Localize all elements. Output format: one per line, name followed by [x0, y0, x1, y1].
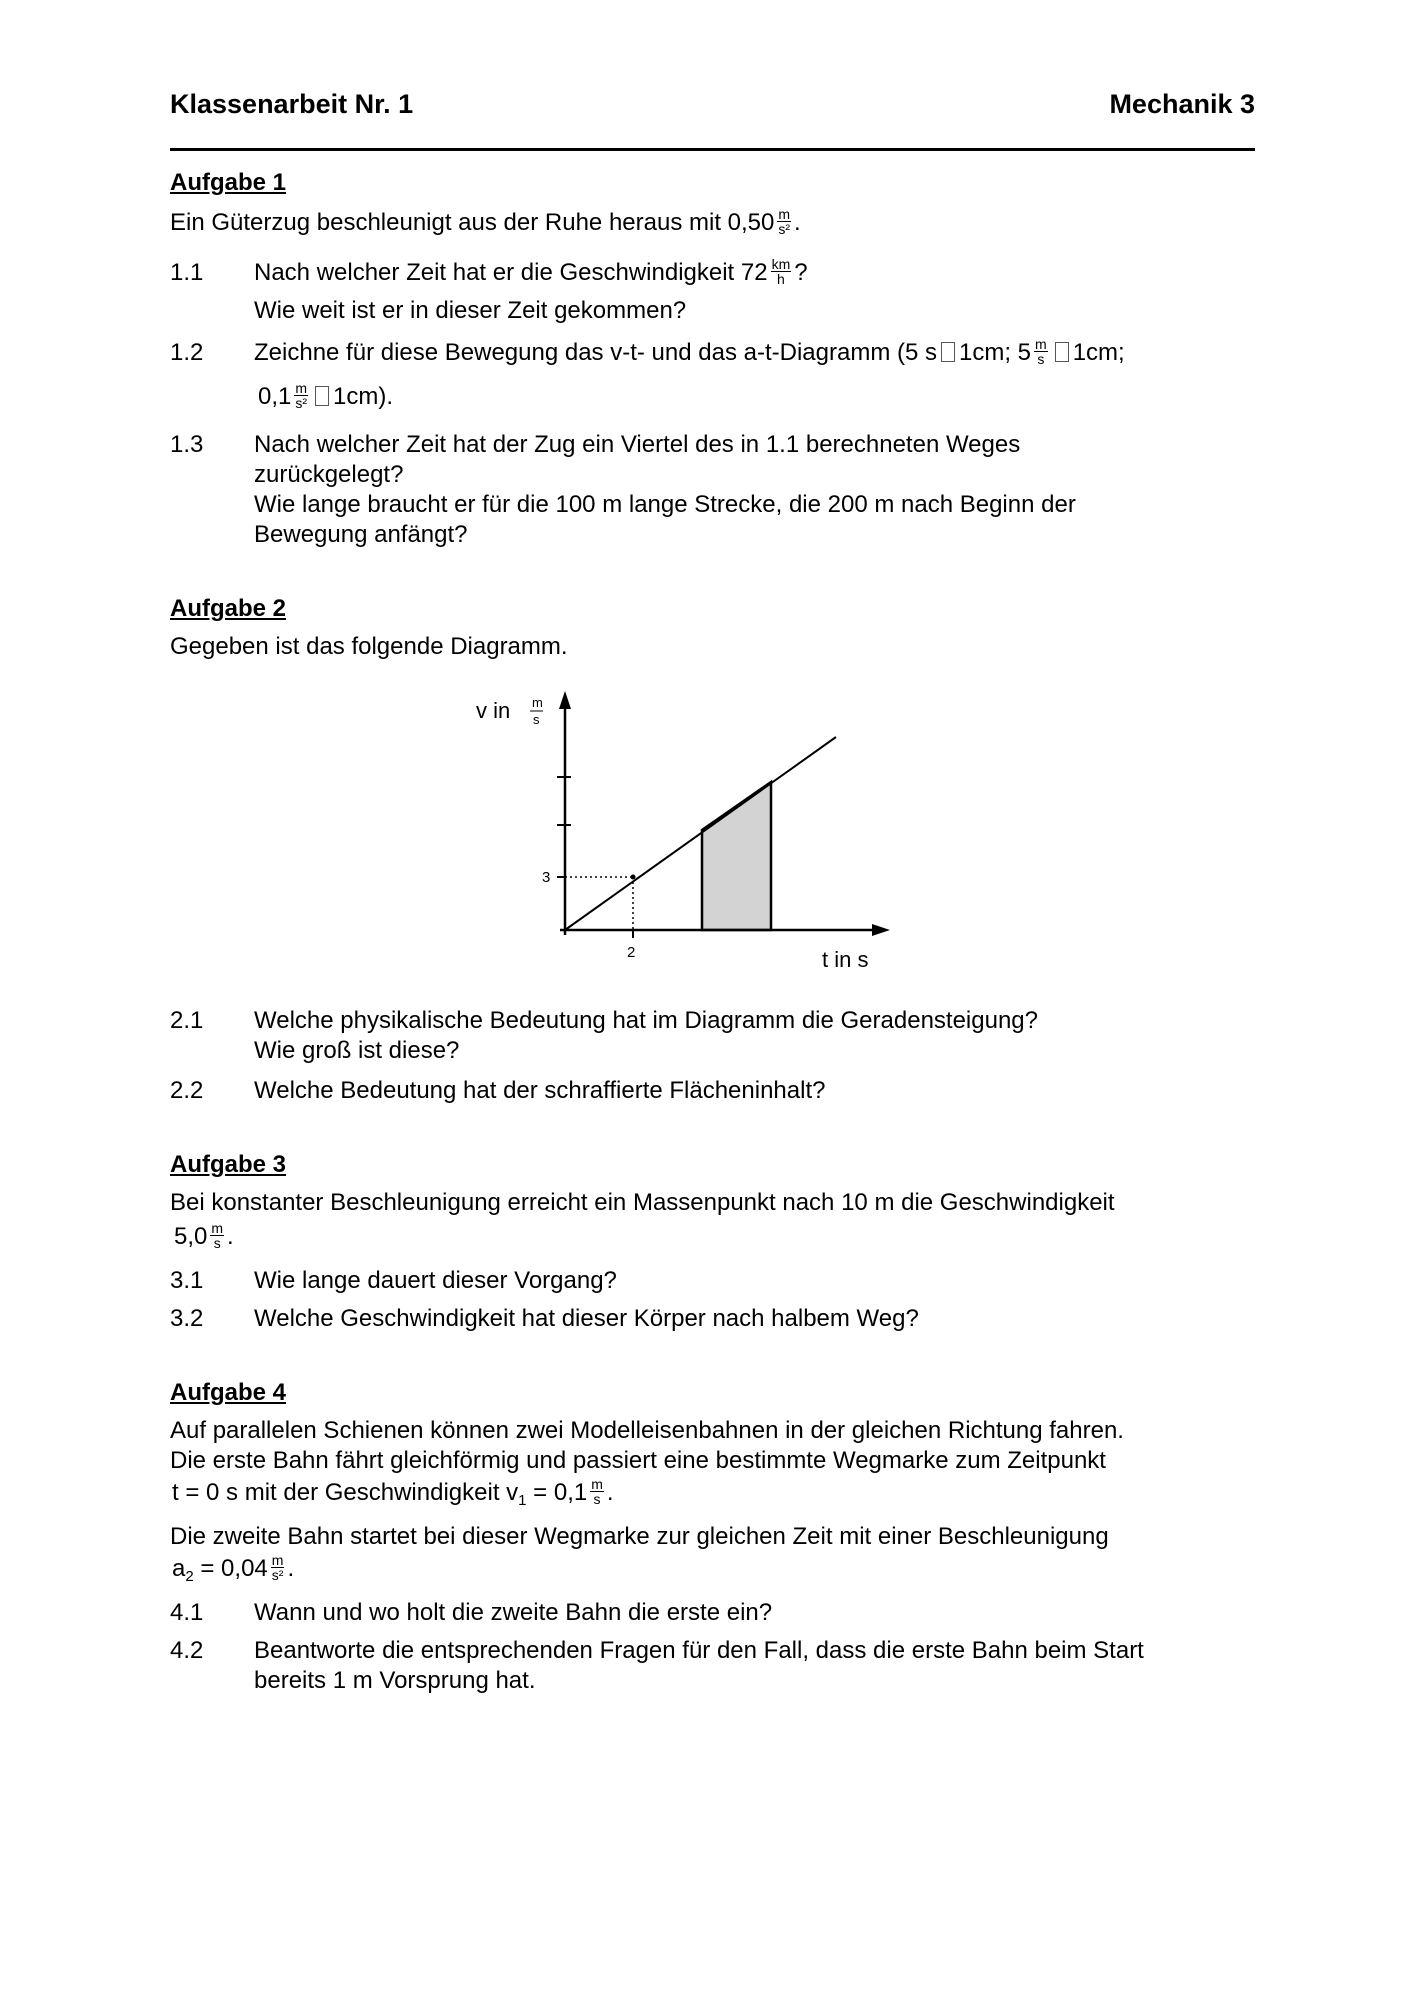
- unit-m-per-s: $\frac{m}{s}$: [591, 1476, 603, 1508]
- task3-heading: Aufgabe 3: [170, 1151, 287, 1178]
- q1-3-line3: Wie lange braucht er für die 100 m lange Strecke, die 200 m nach Beginn der: [254, 491, 1076, 518]
- q2-1-number: 2.1: [170, 1007, 204, 1034]
- q4-2-line1: Beantworte die entsprechenden Fragen für den Fall, dass die erste Bahn beim Start: [254, 1637, 1144, 1664]
- missing-glyph-box: [941, 342, 955, 362]
- y-unit-s: s: [533, 712, 540, 727]
- unit-m-per-s: $\frac{m}{s}$: [1035, 336, 1047, 368]
- task1-intro-value: 0,50: [727, 209, 775, 236]
- y-tick-label: 3: [542, 869, 551, 886]
- q2-2-text: Welche Bedeutung hat der schraffierte Flächeninhalt?: [254, 1077, 826, 1104]
- task3-intro: Bei konstanter Beschleunigung erreicht ein Massenpunkt nach 10 m die Geschwindigkeit: [170, 1189, 1115, 1216]
- task2-heading: Aufgabe 2: [170, 595, 287, 622]
- q2-2-number: 2.2: [170, 1077, 204, 1104]
- q3-2-text: Welche Geschwindigkeit hat dieser Körper nach halbem Weg?: [254, 1305, 919, 1332]
- task4-line5: $a_2 = 0,04$ $\frac{m}{\text{s²}}$ .: [172, 1552, 295, 1585]
- x-tick-label: 2: [627, 944, 636, 961]
- velocity-line: [565, 737, 836, 930]
- task4-line4: Die zweite Bahn startet bei dieser Wegmarke zur gleichen Zeit mit einer Beschleunigung: [170, 1523, 1109, 1550]
- q1-2-text-b: 0,1 $\frac{m}{\text{s²}}$ 1cm).: [258, 380, 394, 412]
- q1-3-line2: zurückgelegt?: [254, 461, 404, 488]
- q1-3-number: 1.3: [170, 431, 204, 458]
- q1-1-number: 1.1: [170, 259, 204, 286]
- data-point: [631, 875, 636, 880]
- y-axis-arrow-icon: [559, 691, 571, 709]
- q4-2-number: 4.2: [170, 1637, 204, 1664]
- task1-intro: Ein Güterzug beschleunigt aus der Ruhe heraus mit 0,50 $\frac{m}{\text{s²}}$ .: [170, 206, 801, 238]
- task1-heading: Aufgabe 1: [170, 169, 287, 196]
- q1-2-text: Zeichne für diese Bewegung das v-t- und das a-t-Diagramm (5 s 1cm; 5 $\frac{m}{s}$ 1cm;: [254, 336, 1125, 368]
- y-unit-m: m: [532, 695, 543, 710]
- page-header: [170, 86, 1255, 122]
- header-subject: Mechanik 3: [1109, 89, 1255, 119]
- q3-1-number: 3.1: [170, 1267, 204, 1294]
- unit-km-per-h: $\frac{km}{h}$: [771, 256, 791, 288]
- q3-2-number: 3.2: [170, 1305, 204, 1332]
- q4-1-text: Wann und wo holt die zweite Bahn die erste ein?: [254, 1599, 773, 1626]
- task4-heading: Aufgabe 4: [170, 1379, 287, 1406]
- q1-1-value: 72: [740, 259, 768, 286]
- shaded-area: [702, 782, 771, 930]
- q4-2-line2: bereits 1 m Vorsprung hat.: [254, 1667, 536, 1694]
- task4-line3: t = 0 s mit der Geschwindigkeit $v_1 = 0,1$ $\frac{m}{s}$ .: [172, 1476, 614, 1509]
- q1-3-line4: Bewegung anfängt?: [254, 521, 468, 548]
- q2-1-line2: Wie groß ist diese?: [254, 1037, 460, 1064]
- task1-intro-text: Ein Güterzug beschleunigt aus der Ruhe heraus mit: [170, 209, 721, 236]
- unit-m-per-s: $\frac{m}{s}$: [211, 1220, 224, 1252]
- missing-glyph-box: [315, 386, 329, 406]
- q2-1-line1: Welche physikalische Bedeutung hat im Diagramm die Geradensteigung?: [254, 1007, 1038, 1034]
- unit-m-per-s2: $\frac{m}{\text{s²}}$: [295, 380, 308, 412]
- x-axis-arrow-icon: [872, 924, 890, 936]
- q1-3-line1: Nach welcher Zeit hat der Zug ein Viertel des in 1.1 berechneten Weges: [254, 431, 1021, 458]
- missing-glyph-box: [1055, 342, 1069, 362]
- task3-value: 5,0 $\frac{m}{s}$ .: [174, 1220, 234, 1252]
- q4-1-number: 4.1: [170, 1599, 204, 1626]
- header-rule: [170, 148, 1255, 151]
- header-title: Klassenarbeit Nr. 1: [170, 89, 414, 119]
- q1-1-text-b: Wie weit ist er in dieser Zeit gekommen?: [254, 297, 687, 324]
- q1-2-number: 1.2: [170, 339, 204, 366]
- vt-diagram: [470, 685, 910, 975]
- task4-line2: Die erste Bahn fährt gleichförmig und passiert eine bestimmte Wegmarke zum Zeitpunkt: [170, 1447, 1106, 1474]
- y-axis-label: v in: [476, 698, 511, 723]
- unit-m-per-s2: $\frac{m}{\text{s²}}$: [271, 1552, 284, 1584]
- x-axis-label: t in s: [822, 947, 869, 972]
- unit-m-per-s2: $\frac{m}{\text{s²}}$: [778, 206, 791, 238]
- task2-intro: Gegeben ist das folgende Diagramm.: [170, 633, 568, 660]
- q1-1-text: Nach welcher Zeit hat er die Geschwindigkeit 72 $\frac{km}{h}$ ?: [254, 256, 808, 288]
- q3-1-text: Wie lange dauert dieser Vorgang?: [254, 1267, 617, 1294]
- task4-line1: Auf parallelen Schienen können zwei Modelleisenbahnen in der gleichen Richtung fahren.: [170, 1417, 1124, 1444]
